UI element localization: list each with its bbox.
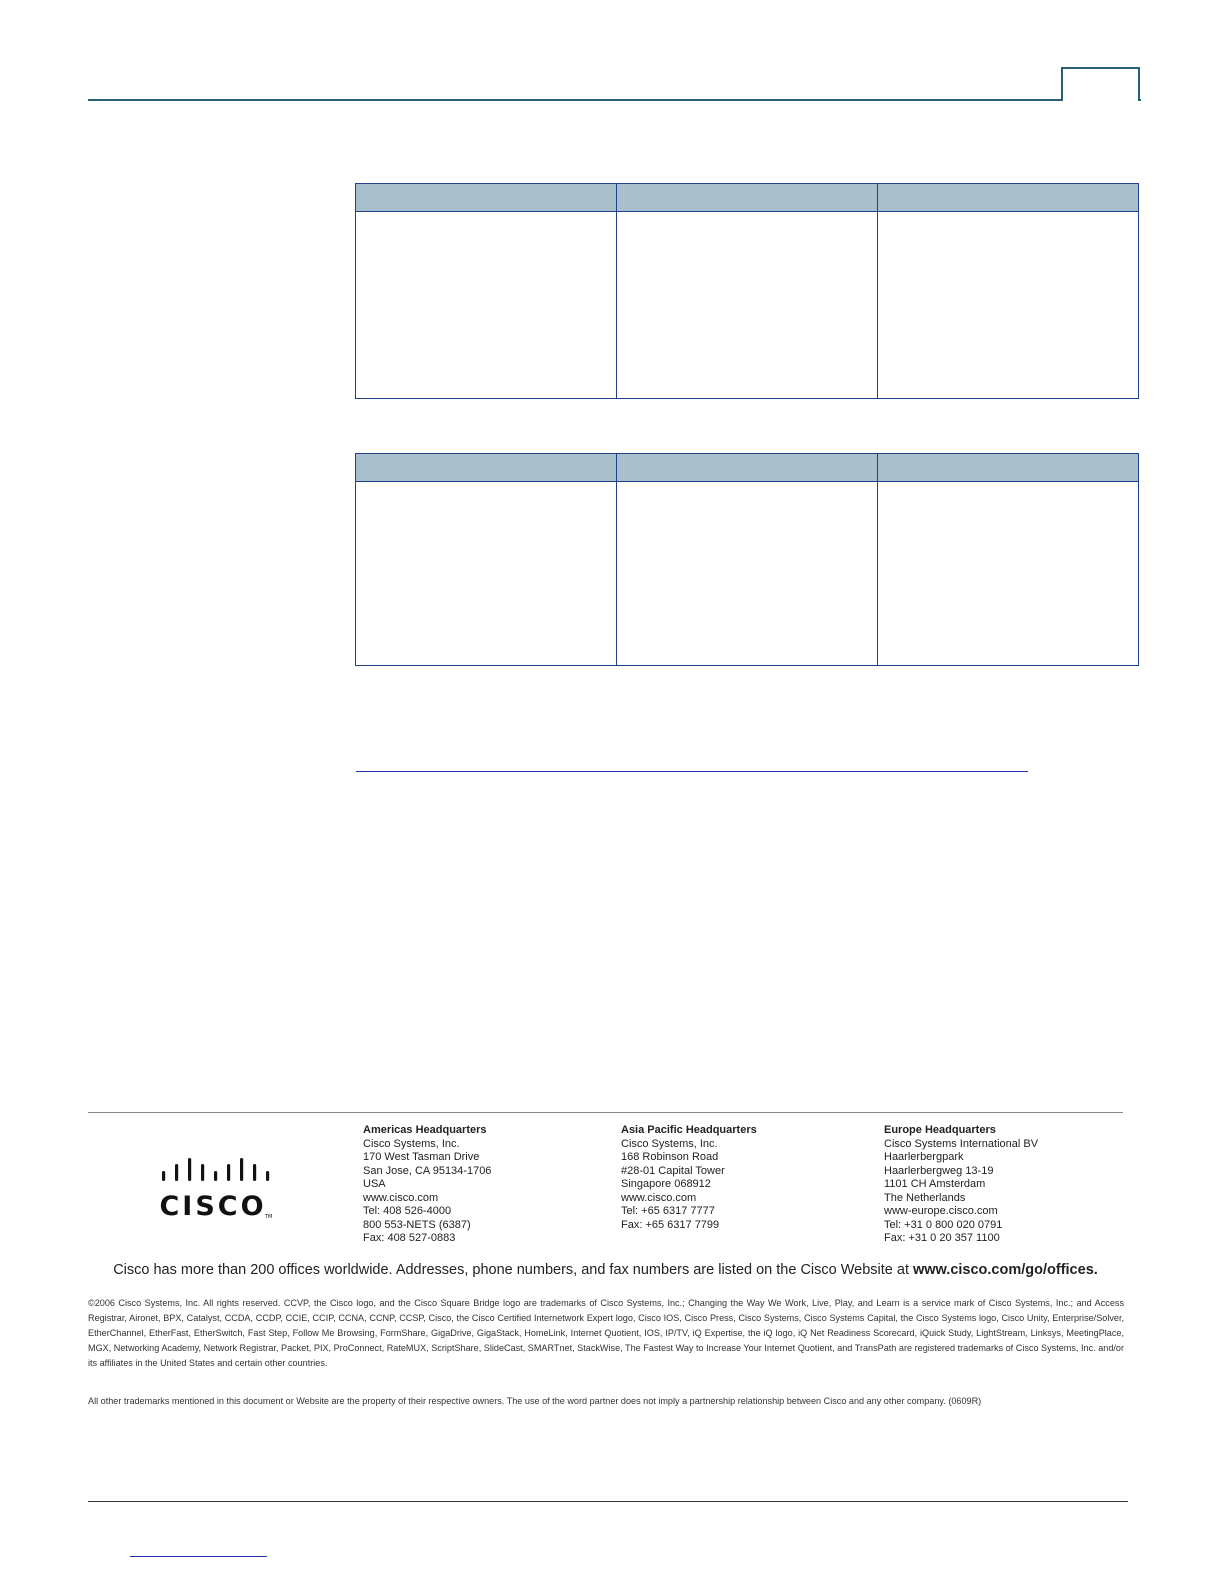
- table-1: [355, 183, 1139, 399]
- offices-text: Cisco has more than 200 offices worldwide. Addresses, phone numbers, and fax numbers are listed on the Cisco Website at: [113, 1262, 913, 1278]
- europe-title: Europe Headquarters: [884, 1124, 996, 1136]
- hyperlink-underline[interactable]: [356, 771, 1028, 772]
- legal-trademarks-text: ©2006 Cisco Systems, Inc. All rights reserved. CCVP, the Cisco logo, and the Cisco Square Bridge logo are trademarks of Cisco Systems, Inc.; Changing the Way We Work, Live, Play, and Learn is a service mark of Cisco Systems, Inc.; and Access Registrar, Aironet, BPX, Catalyst, CCDA, CCDP, CCIE, CCIP, CCNA, CCNP, CCSP, Cisco, the Cisco Certified Internetwork Expert logo, Cisco IOS, Cisco Press, Cisco Systems, Cisco Systems Capital, the Cisco Systems logo, Cisco Unity, Enterprise/Solver, EtherChannel, EtherFast, EtherSwitch, Fast Step, Follow Me Browsing, FormShare, GigaDrive, GigaStack, HomeLink, Internet Quotient, IOS, IP/TV, iQ Expertise, the iQ logo, iQ Net Readiness Scorecard, iQuick Study, LightStream, Linksys, MeetingPlace, MGX, Networking Academy, Network Registrar, Packet, PIX, ProConnect, RateMUX, ScriptShare, SlideCast, SMARTnet, StackWise, The Fastest Way to Increase Your Internet Quotient, and TransPath are registered trademarks of Cisco Systems, Inc. and/or its affiliates in the United States and certain other countries.: [88, 1298, 1124, 1368]
- table-header-cell: [878, 184, 1139, 212]
- europe-line: Cisco Systems International BV: [884, 1137, 1039, 1150]
- europe-line: Tel: +31 0 800 020 0791: [884, 1218, 1003, 1231]
- americas-line: Fax: 408 527-0883: [363, 1232, 456, 1244]
- americas-headquarters: [363, 1124, 491, 1246]
- asia-line: 168 Robinson Road: [621, 1151, 719, 1163]
- americas-line: Cisco Systems, Inc.: [363, 1137, 460, 1150]
- table-cell: [356, 482, 617, 666]
- asia-line: Cisco Systems, Inc.: [621, 1137, 718, 1150]
- asia-line: #28-01 Capital Tower: [621, 1164, 725, 1177]
- offices-url-link[interactable]: www.cisco.com/go/offices.: [913, 1262, 1098, 1278]
- header-tab-box: [1061, 67, 1140, 101]
- table-header-cell: [356, 454, 617, 482]
- americas-line: 170 West Tasman Drive: [363, 1151, 480, 1163]
- header-rule: [88, 99, 1141, 101]
- americas-title: Americas Headquarters: [363, 1124, 487, 1136]
- table-cell: [878, 212, 1139, 399]
- americas-website[interactable]: www.cisco.com: [363, 1191, 439, 1204]
- europe-website[interactable]: www-europe.cisco.com: [884, 1205, 998, 1217]
- americas-line: Tel: 408 526-4000: [363, 1205, 452, 1217]
- svg-text:CISCO: CISCO: [159, 1191, 267, 1220]
- asia-pacific-headquarters: [621, 1124, 757, 1232]
- bottom-hyperlink-underline[interactable]: [130, 1556, 267, 1557]
- americas-line: USA: [363, 1178, 386, 1190]
- europe-headquarters: [884, 1124, 1038, 1246]
- table-header-cell: [356, 184, 617, 212]
- table-header-cell: [617, 184, 878, 212]
- table-cell: [356, 212, 617, 399]
- europe-line: Fax: +31 0 20 357 1100: [884, 1232, 1000, 1244]
- offices-statement: [88, 1262, 1123, 1278]
- europe-line: Haarlerbergweg 13-19: [884, 1164, 994, 1177]
- asia-line: Tel: +65 6317 7777: [621, 1205, 715, 1217]
- table-2: [355, 453, 1139, 666]
- table-header-cell: [878, 454, 1139, 482]
- europe-line: 1101 CH Amsterdam: [884, 1178, 986, 1190]
- europe-line: The Netherlands: [884, 1191, 966, 1204]
- table-header-row: [356, 454, 1139, 482]
- europe-line: Haarlerbergpark: [884, 1151, 964, 1163]
- cisco-logo: [155, 1158, 275, 1220]
- asia-title: Asia Pacific Headquarters: [621, 1124, 757, 1136]
- table-cell: [617, 212, 878, 399]
- americas-line: San Jose, CA 95134-1706: [363, 1164, 492, 1177]
- svg-text:TM: TM: [265, 1214, 273, 1220]
- table-header-cell: [617, 454, 878, 482]
- americas-line: 800 553-NETS (6387): [363, 1218, 471, 1231]
- table-row: [356, 212, 1139, 399]
- asia-website[interactable]: www.cisco.com: [621, 1191, 697, 1204]
- legal-other-trademarks-text: All other trademarks mentioned in this document or Website are the property of their respective owners. The use of the word partner does not imply a partnership relationship between Cisco and any other company. (0609R): [88, 1396, 982, 1406]
- table-header-row: [356, 184, 1139, 212]
- asia-line: Fax: +65 6317 7799: [621, 1218, 720, 1231]
- asia-line: Singapore 068912: [621, 1178, 711, 1190]
- table-cell: [878, 482, 1139, 666]
- table-cell: [617, 482, 878, 666]
- bottom-rule: [88, 1501, 1128, 1502]
- footer-rule: [88, 1112, 1123, 1113]
- table-row: [356, 482, 1139, 666]
